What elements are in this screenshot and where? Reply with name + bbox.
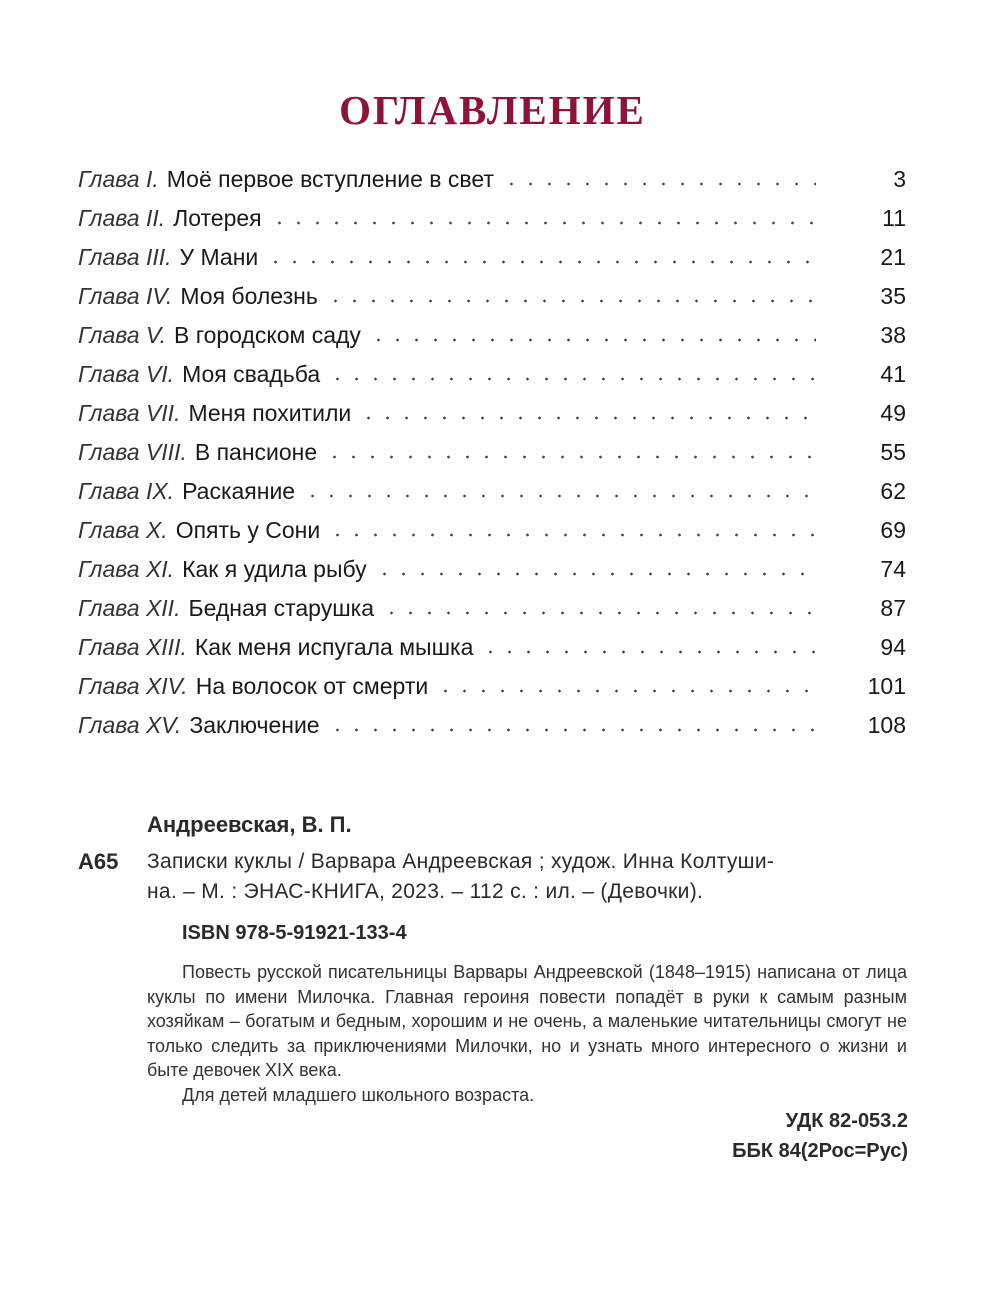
toc-page-number: 101 bbox=[867, 673, 906, 699]
toc-chapter-title: Раскаяние bbox=[182, 478, 296, 504]
toc-page-number: 69 bbox=[880, 517, 906, 543]
toc-dot-leader bbox=[328, 377, 816, 381]
toc-chapter-title: У Мани bbox=[179, 244, 259, 270]
toc-chapter-title: Лотерея bbox=[173, 205, 262, 231]
toc-chapter-title: На волосок от смерти bbox=[195, 673, 429, 699]
catalog-author: Андреевская, В. П. bbox=[147, 812, 352, 837]
toc-entry bbox=[78, 589, 906, 628]
toc-page-number: 35 bbox=[880, 283, 906, 309]
toc-page-number: 38 bbox=[880, 322, 906, 348]
toc-chapter-label: Глава V. bbox=[78, 322, 166, 348]
toc-chapter-label: Глава VII. bbox=[78, 400, 181, 426]
catalog-bibliographic-description bbox=[147, 847, 907, 907]
toc-chapter-label: Глава I. bbox=[78, 166, 159, 192]
bib-line: Записки куклы / Варвара Андреевская ; худож. Инна Колтуши- bbox=[147, 850, 775, 873]
toc-entry bbox=[78, 316, 906, 355]
toc-dot-leader bbox=[328, 728, 816, 732]
toc-entry bbox=[78, 394, 906, 433]
toc-page-number: 21 bbox=[880, 244, 906, 270]
toc-chapter-label: Глава X. bbox=[78, 517, 168, 543]
toc-dot-leader bbox=[303, 494, 816, 498]
toc-chapter-title: В пансионе bbox=[194, 439, 318, 465]
toc-entry bbox=[78, 550, 906, 589]
toc-entry bbox=[78, 706, 906, 745]
toc-page-number: 41 bbox=[880, 361, 906, 387]
catalog-isbn: ISBN 978-5-91921-133-4 bbox=[182, 922, 407, 944]
toc-chapter-title: Моя болезнь bbox=[180, 283, 318, 309]
toc-chapter-title: Как я удила рыбу bbox=[182, 556, 367, 582]
toc-page-number: 11 bbox=[882, 205, 906, 231]
toc-dot-leader bbox=[325, 455, 816, 459]
toc-page-number: 55 bbox=[880, 439, 906, 465]
toc-chapter-label: Глава XV. bbox=[78, 712, 182, 738]
toc-chapter-label: Глава XI. bbox=[78, 556, 175, 582]
toc-page-number: 74 bbox=[880, 556, 906, 582]
catalog-udk: УДК 82-053.2 bbox=[785, 1110, 908, 1132]
toc-page-number: 62 bbox=[880, 478, 906, 504]
bib-line: на. – М. : ЭНАС-КНИГА, 2023. – 112 с. : ил. – (Девочки). bbox=[147, 880, 704, 903]
toc-dot-leader bbox=[382, 611, 816, 615]
toc-chapter-title: Бедная старушка bbox=[188, 595, 375, 621]
toc-entry bbox=[78, 433, 906, 472]
toc-chapter-label: Глава III. bbox=[78, 244, 172, 270]
toc-dot-leader bbox=[326, 299, 816, 303]
toc-entry bbox=[78, 511, 906, 550]
toc-entry bbox=[78, 472, 906, 511]
annotation-paragraph: Повесть русской писательницы Варвары Андреевской (1848–1915) написана от лица куклы по имени Милочка. Главная героиня повести попадёт в руки к самым разным хозяйкам – богатым и бедным, хорошим и не очень, а маленькие читательницы смогут не только следить за приключениями Милочки, но и узнать много интересного о жизни и быте девочек XIX века. bbox=[147, 962, 907, 1080]
toc-chapter-label: Глава II. bbox=[78, 205, 166, 231]
toc-page-number: 108 bbox=[867, 712, 906, 738]
toc-chapter-title: Моё первое вступление в свет bbox=[166, 166, 494, 192]
toc-dot-leader bbox=[270, 221, 816, 225]
toc-page-number: 87 bbox=[880, 595, 906, 621]
toc-entry bbox=[78, 628, 906, 667]
toc-dot-leader bbox=[328, 533, 816, 537]
toc-chapter-label: Глава IV. bbox=[78, 283, 173, 309]
toc-chapter-label: Глава IX. bbox=[78, 478, 175, 504]
toc-entry bbox=[78, 355, 906, 394]
toc-dot-leader bbox=[502, 182, 816, 186]
toc-chapter-title: В городском саду bbox=[173, 322, 361, 348]
toc-entry bbox=[78, 160, 906, 199]
toc-dot-leader bbox=[359, 416, 816, 420]
toc-chapter-label: Глава VI. bbox=[78, 361, 175, 387]
toc-entry bbox=[78, 238, 906, 277]
toc-dot-leader bbox=[375, 572, 816, 576]
toc-chapter-label: Глава VIII. bbox=[78, 439, 187, 465]
toc-dot-leader bbox=[266, 260, 816, 264]
toc-page-number: 49 bbox=[880, 400, 906, 426]
toc-dot-leader bbox=[436, 689, 816, 693]
toc-dot-leader bbox=[369, 338, 816, 342]
catalog-bbk: ББК 84(2Рос=Рус) bbox=[732, 1140, 908, 1162]
toc-entry bbox=[78, 277, 906, 316]
toc-page-number: 3 bbox=[893, 166, 906, 192]
toc-chapter-title: Опять у Сони bbox=[175, 517, 321, 543]
toc-entry bbox=[78, 667, 906, 706]
catalog-author-code: А65 bbox=[78, 849, 119, 874]
toc-chapter-title: Моя свадьба bbox=[182, 361, 321, 387]
toc-dot-leader bbox=[481, 650, 816, 654]
annotation-paragraph: Для детей младшего школьного возраста. bbox=[182, 1084, 535, 1105]
toc-chapter-title: Заключение bbox=[189, 712, 320, 738]
toc-chapter-title: Меня похитили bbox=[188, 400, 352, 426]
table-of-contents bbox=[78, 160, 906, 745]
toc-page-number: 94 bbox=[880, 634, 906, 660]
toc-chapter-title: Как меня испугала мышка bbox=[194, 634, 474, 660]
page-title: ОГЛАВЛЕНИЕ bbox=[339, 87, 646, 133]
toc-chapter-label: Глава XII. bbox=[78, 595, 181, 621]
toc-entry bbox=[78, 199, 906, 238]
toc-chapter-label: Глава XIII. bbox=[78, 634, 187, 660]
toc-chapter-label: Глава XIV. bbox=[78, 673, 188, 699]
catalog-annotation bbox=[147, 960, 907, 1107]
